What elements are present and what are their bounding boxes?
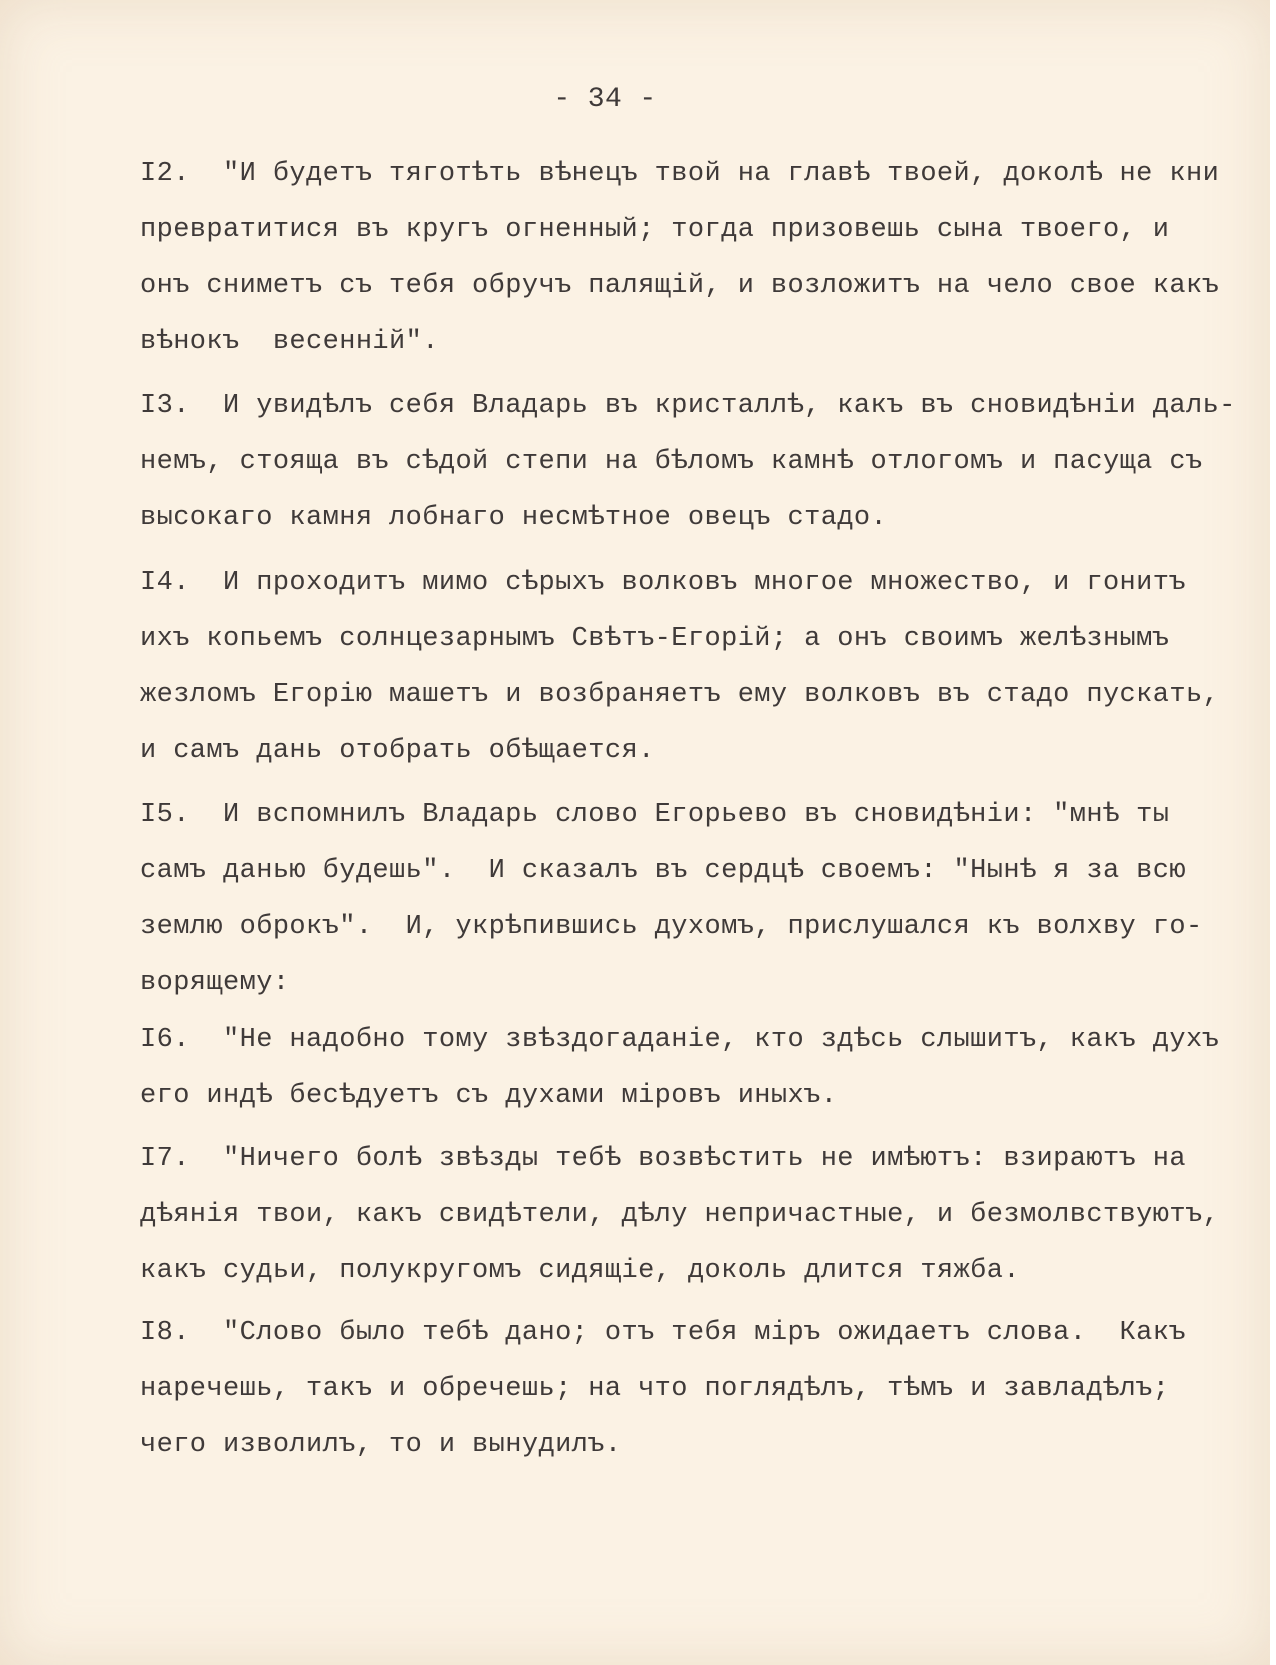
- text-line: самъ данью будешь". И сказалъ въ сердцѣ своемъ: "Нынѣ я за всю: [140, 856, 1186, 886]
- text-line: землю оброкъ". И, укрѣпившись духомъ, прислушался къ волхву го-: [140, 912, 1203, 942]
- text-line: I8. "Слово было тебѣ дано; отъ тебя міръ ожидаетъ слова. Какъ: [140, 1318, 1186, 1348]
- text-line: I7. "Ничего болѣ звѣзды тебѣ возвѣстить не имѣютъ: взираютъ на: [140, 1144, 1186, 1174]
- text-line: дѣянія твои, какъ свидѣтели, дѣлу непричастные, и безмолвствуютъ,: [140, 1200, 1220, 1230]
- text-line: наречешь, такъ и обречешь; на что поглядѣлъ, тѣмъ и завладѣлъ;: [140, 1374, 1170, 1404]
- paragraph-13: [140, 378, 1236, 546]
- paragraph-17: [140, 1131, 1219, 1299]
- text-line: I3. И увидѣлъ себя Владарь въ кристаллѣ, какъ въ сновидѣніи даль-: [140, 391, 1236, 421]
- text-line: ихъ копьемъ солнцезарнымъ Свѣтъ-Егорій; а онъ своимъ желѣзнымъ: [140, 624, 1170, 654]
- text-line: и самъ дань отобрать обѣщается.: [140, 736, 655, 766]
- text-line: I4. И проходитъ мимо сѣрыхъ волковъ многое множество, и гонитъ: [140, 568, 1186, 598]
- paragraph-16: [140, 1012, 1219, 1124]
- paragraph-15: [140, 787, 1203, 1011]
- page-number: - 34 -: [553, 84, 657, 115]
- text-line: I2. "И будетъ тяготѣть вѣнецъ твой на главѣ твоей, доколѣ не кни: [140, 159, 1220, 189]
- text-line: вѣнокъ весенній".: [140, 327, 439, 357]
- text-line: жезломъ Егорію машетъ и возбраняетъ ему волковъ въ стадо пускать,: [140, 680, 1220, 710]
- text-line: его индѣ бесѣдуетъ съ духами міровъ иныхъ.: [140, 1081, 838, 1111]
- paragraph-18: [140, 1305, 1186, 1473]
- text-line: превратитися въ кругъ огненный; тогда призовешь сына твоего, и: [140, 215, 1170, 245]
- text-line: I6. "Не надобно тому звѣздогаданіе, кто здѣсь слышитъ, какъ духъ: [140, 1025, 1220, 1055]
- text-line: чего изволилъ, то и вынудилъ.: [140, 1430, 622, 1460]
- text-line: ворящему:: [140, 968, 290, 998]
- paragraph-12: [140, 146, 1219, 370]
- text-line: онъ сниметъ съ тебя обручъ палящій, и возложитъ на чело свое какъ: [140, 271, 1220, 301]
- text-line: высокаго камня лобнаго несмѣтное овецъ стадо.: [140, 503, 888, 533]
- text-line: немъ, стояща въ сѣдой степи на бѣломъ камнѣ отлогомъ и пасуща съ: [140, 447, 1203, 477]
- text-line: I5. И вспомнилъ Владарь слово Егорьево въ сновидѣніи: "мнѣ ты: [140, 800, 1170, 830]
- paragraph-14: [140, 555, 1219, 779]
- text-line: какъ судьи, полукругомъ сидящіе, доколь длится тяжба.: [140, 1256, 1020, 1286]
